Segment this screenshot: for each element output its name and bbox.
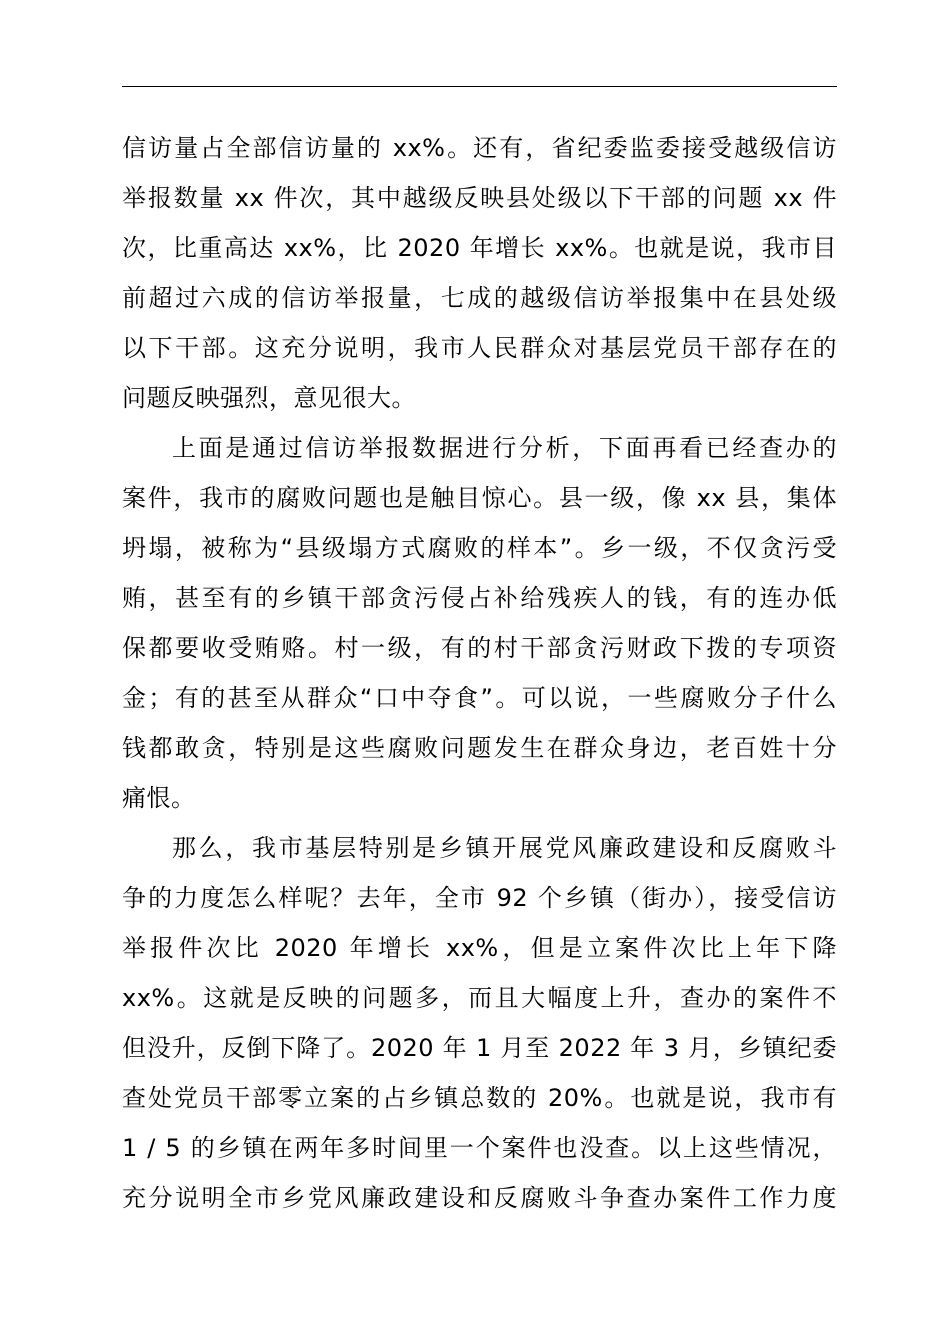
text-line: 前超过六成的信访举报量，七成的越级信访举报集中在县处级 [122, 284, 837, 312]
paragraph-1 [122, 123, 837, 423]
text-line: 但没升，反倒下降了。2020 年 1 月至 2022 年 3 月，乡镇纪委 [122, 1034, 837, 1062]
header-rule [122, 86, 837, 87]
text-line: 痛恨。 [122, 784, 196, 812]
text-line: 贿，甚至有的乡镇干部贪污侵占补给残疾人的钱，有的连办低 [122, 584, 837, 612]
text-line: 金；有的甚至从群众“口中夺食”。可以说，一些腐败分子什么 [122, 684, 837, 712]
text-line: 次，比重高达 xx%，比 2020 年增长 xx%。也就是说，我市目 [122, 234, 837, 262]
text-line: xx%。这就是反映的问题多，而且大幅度上升，查办的案件不 [122, 984, 837, 1012]
text-line: 案件，我市的腐败问题也是触目惊心。县一级，像 xx 县，集体 [122, 484, 837, 512]
text-line: 查处党员干部零立案的占乡镇总数的 20%。也就是说，我市有 [122, 1084, 837, 1112]
text-line: 钱都敢贪，特别是这些腐败问题发生在群众身边，老百姓十分 [122, 734, 837, 762]
text-line: 以下干部。这充分说明，我市人民群众对基层党员干部存在的 [122, 334, 837, 362]
text-line: 举报数量 xx 件次，其中越级反映县处级以下干部的问题 xx 件 [122, 184, 837, 212]
text-line: 1 / 5 的乡镇在两年多时间里一个案件也没查。以上这些情况， [122, 1134, 837, 1162]
text-line: 充分说明全市乡党风廉政建设和反腐败斗争查办案件工作力度 [122, 1184, 837, 1212]
document-body [122, 123, 837, 1223]
text-line: 那么，我市基层特别是乡镇开展党风廉政建设和反腐败斗 [172, 834, 837, 862]
text-line: 问题反映强烈，意见很大。 [122, 384, 416, 412]
text-line: 坍塌，被称为“县级塌方式腐败的样本”。乡一级，不仅贪污受 [122, 534, 837, 562]
text-line: 举报件次比 2020 年增长 xx%，但是立案件次比上年下降 [122, 934, 837, 962]
paragraph-3 [122, 823, 837, 1223]
text-line: 信访量占全部信访量的 xx%。还有，省纪委监委接受越级信访 [122, 134, 837, 162]
text-line: 争的力度怎么样呢？去年，全市 92 个乡镇（街办），接受信访 [122, 884, 837, 912]
text-line: 保都要收受贿赂。村一级，有的村干部贪污财政下拨的专项资 [122, 634, 837, 662]
text-line: 上面是通过信访举报数据进行分析，下面再看已经查办的 [172, 434, 837, 462]
paragraph-2 [122, 423, 837, 823]
